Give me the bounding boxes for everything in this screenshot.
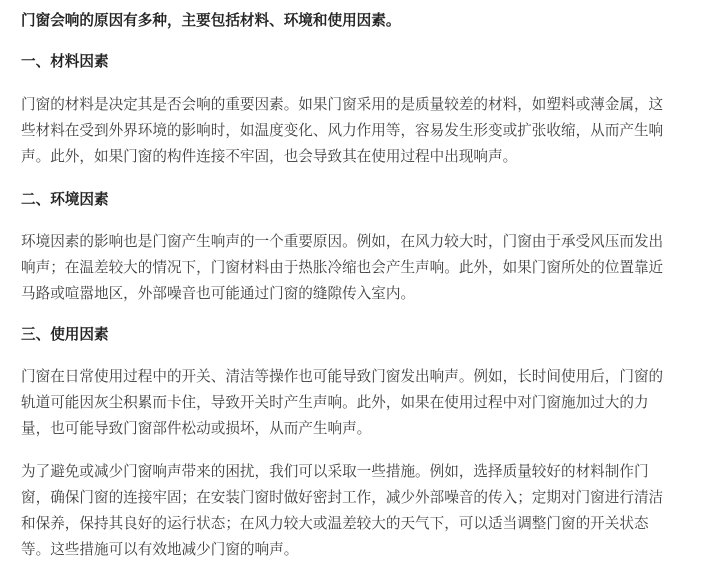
paragraph-line: 等。这些措施可以有效地减少门窗的响声。 [21, 541, 299, 558]
section-paragraph-environment [21, 229, 690, 307]
section-heading-environment: 二、环境因素 [21, 191, 109, 208]
section-paragraph-usage [21, 364, 690, 442]
section-paragraph-materials [21, 92, 690, 170]
section-heading-materials: 一、材料因素 [21, 53, 109, 70]
paragraph-line: 响声；在温差较大的情况下，门窗材料由于热胀冷缩也会产生声响。此外，如果门窗所处的位置靠近 [21, 259, 664, 276]
paragraph-line: 和保养，保持其良好的运行状态；在风力较大或温差较大的天气下，可以适当调整门窗的开关状态 [21, 515, 649, 532]
paragraph-line: 门窗在日常使用过程中的开关、清洁等操作也可能导致门窗发出响声。例如，长时间使用后，门窗的 [21, 368, 664, 385]
section-heading-usage: 三、使用因素 [21, 326, 109, 343]
paragraph-line: 门窗的材料是决定其是否会响的重要因素。如果门窗采用的是质量较差的材料，如塑料或薄金属，这 [21, 96, 664, 113]
paragraph-line: 声。此外，如果门窗的构件连接不牢固，也会导致其在使用过程中出现响声。 [21, 148, 518, 165]
conclusion-paragraph [21, 459, 690, 563]
paragraph-line: 轨道可能因灰尘积累而卡住，导致开关时产生声响。此外，如果在使用过程中对门窗施加过大的力 [21, 394, 649, 411]
paragraph-line: 些材料在受到外界环境的影响时，如温度变化、风力作用等，容易发生形变或扩张收缩，从而产生响 [21, 122, 664, 139]
paragraph-line: 马路或喧嚣地区，外部噪音也可能通过门窗的缝隙传入室内。 [21, 285, 416, 302]
article-intro: 门窗会响的原因有多种，主要包括材料、环境和使用因素。 [21, 12, 401, 29]
paragraph-line: 窗，确保门窗的连接牢固；在安装门窗时做好密封工作，减少外部噪音的传入；定期对门窗进行清洁 [21, 489, 664, 506]
paragraph-line: 为了避免或减少门窗响声带来的困扰，我们可以采取一些措施。例如，选择质量较好的材料制作门 [21, 463, 649, 480]
paragraph-line: 量，也可能导致门窗部件松动或损坏，从而产生响声。 [21, 420, 372, 437]
paragraph-line: 环境因素的影响也是门窗产生响声的一个重要原因。例如，在风力较大时，门窗由于承受风压而发出 [21, 233, 664, 250]
